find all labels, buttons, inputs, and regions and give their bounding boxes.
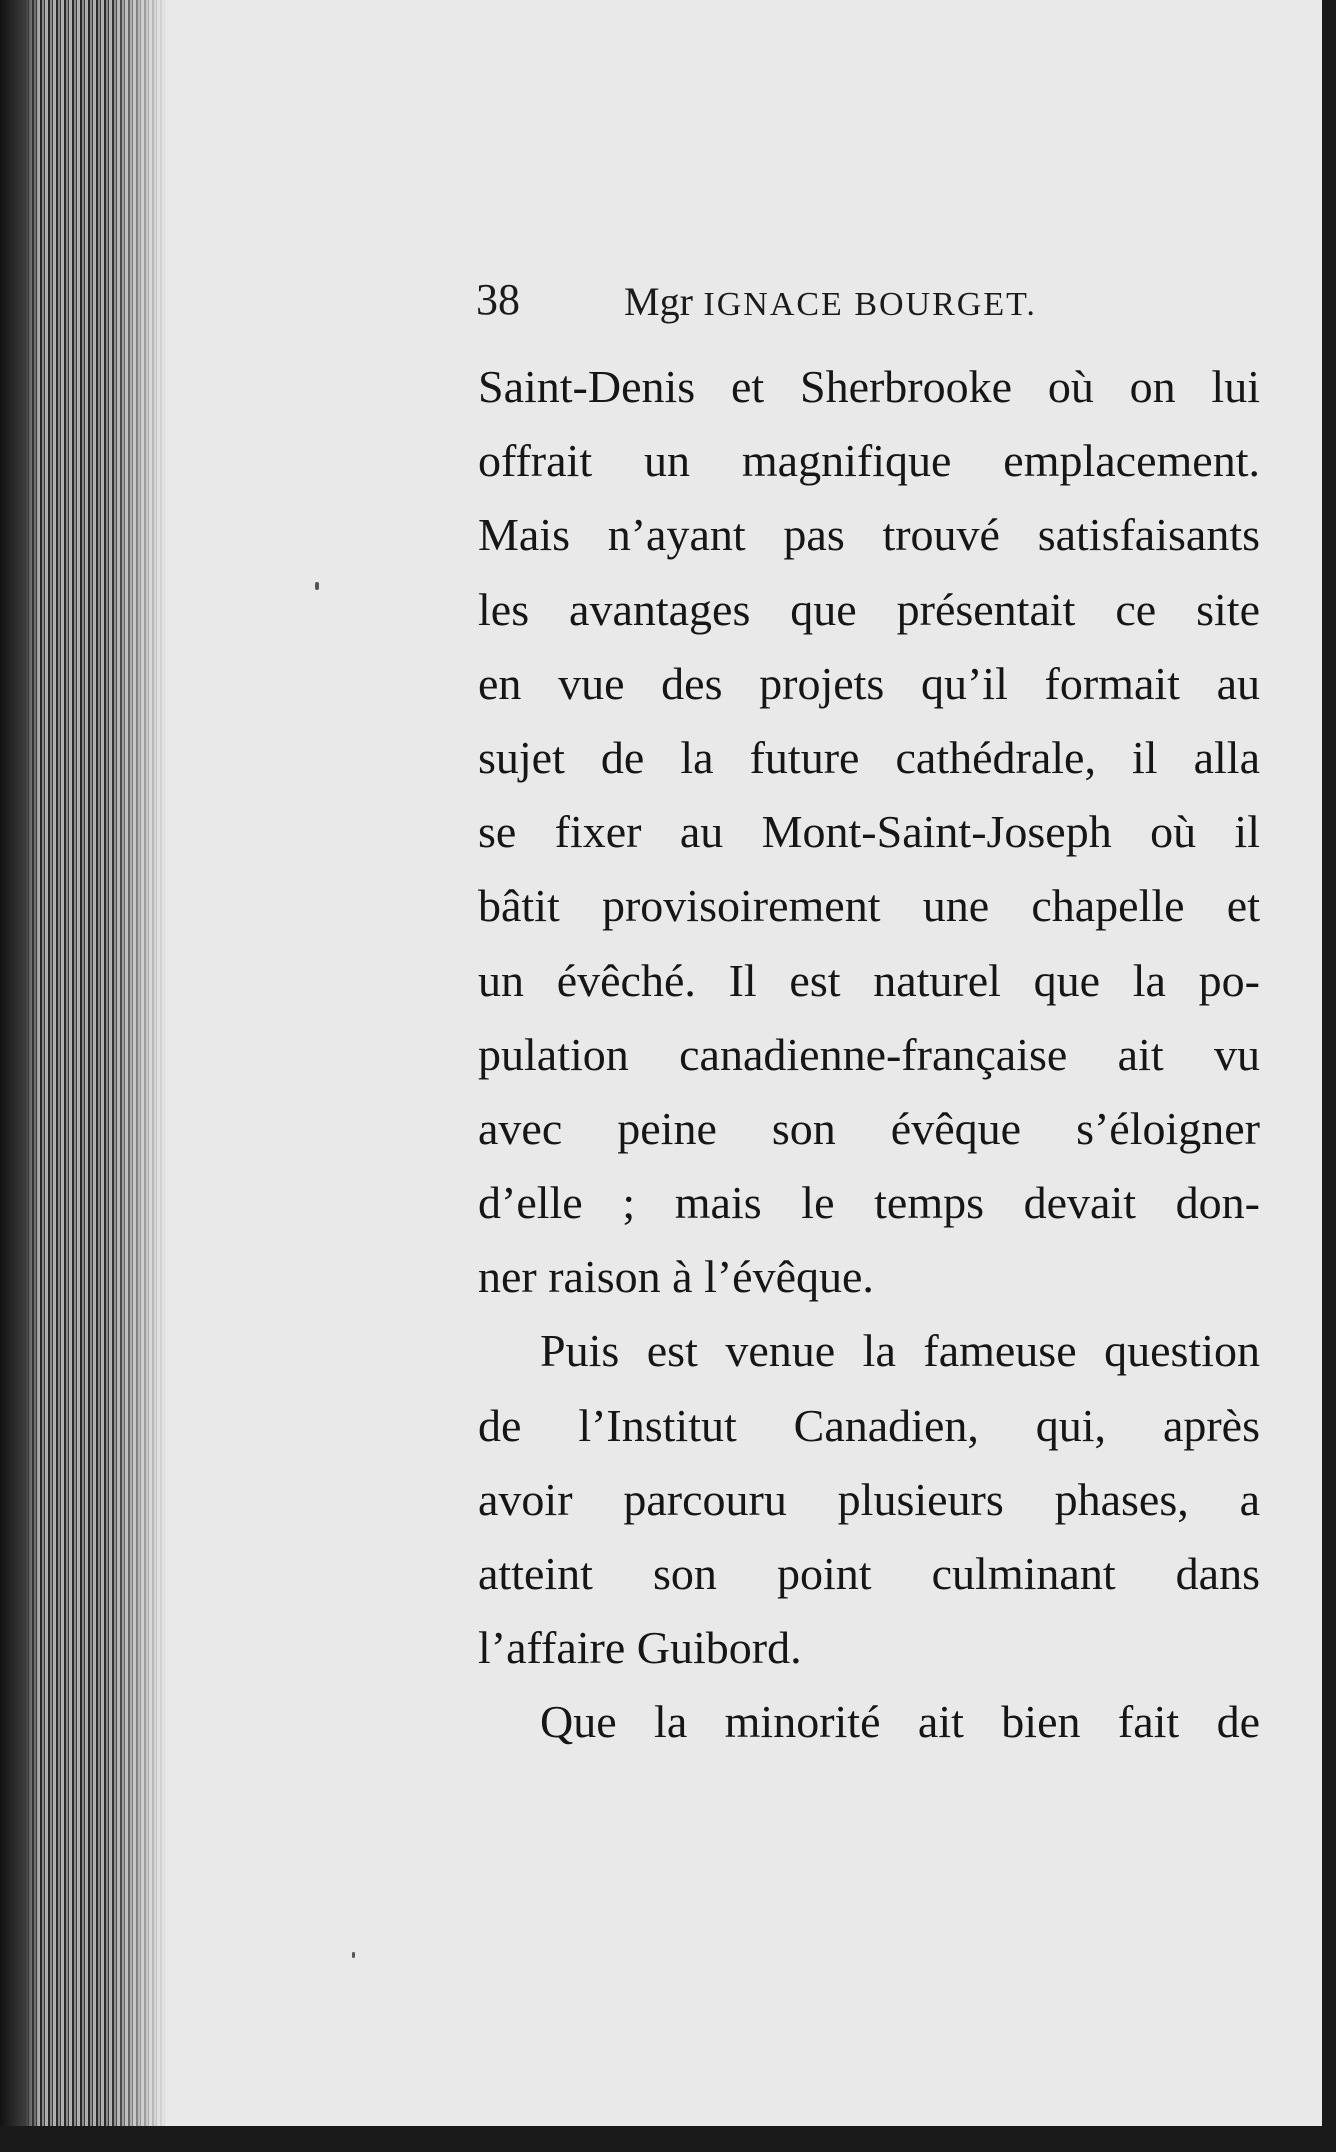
running-head-title: IGNACE BOURGET. (703, 286, 1037, 323)
text-line: un évêché. Il est naturel que la po- (478, 954, 1260, 1006)
text-line: atteint son point culminant dans (478, 1548, 1260, 1599)
page-header (476, 268, 1276, 332)
text-line: avoir parcouru plusieurs phases, a (478, 1473, 1260, 1525)
text-line: ner raison à l’évêque. (478, 1251, 874, 1303)
text-line: pulation canadienne-française ait vu (478, 1028, 1260, 1080)
page-number: 38 (476, 275, 520, 324)
text-line: Mais n’ayant pas trouvé satisfaisants (478, 509, 1260, 561)
paragraph-first-line: Que la minorité ait bien fait de (540, 1696, 1260, 1748)
text-line: les avantages que présentait ce site (478, 583, 1260, 635)
body-text (478, 350, 1260, 1760)
text-line: se fixer au Mont-Saint-Joseph où il (478, 806, 1260, 858)
text-line: d’elle ; mais le temps devait don- (478, 1177, 1260, 1229)
page-stack-fade (110, 0, 168, 2130)
paragraph-first-line: Puis est venue la fameuse question (540, 1325, 1260, 1377)
text-line: Saint-Denis et Sherbrooke où on lui (478, 361, 1260, 412)
text-line: avec peine son évêque s’éloigner (478, 1102, 1260, 1154)
text-line: en vue des projets qu’il formait au (478, 657, 1260, 709)
scan-border-bottom (0, 2126, 1336, 2152)
running-head-mgr: Mgr (624, 279, 693, 324)
text-line: bâtit provisoirement une chapelle et (478, 880, 1260, 932)
running-head (624, 270, 1037, 337)
text-line: offrait un magnifique emplacement. (478, 435, 1260, 487)
scan-speck (352, 1952, 355, 1958)
text-line: sujet de la future cathédrale, il alla (478, 731, 1260, 783)
scan-speck (315, 582, 319, 590)
text-line: de l’Institut Canadien, qui, après (478, 1399, 1260, 1451)
text-line: l’affaire Guibord. (478, 1622, 802, 1674)
scan-border-right (1322, 0, 1336, 2152)
binding-shadow (0, 0, 40, 2130)
